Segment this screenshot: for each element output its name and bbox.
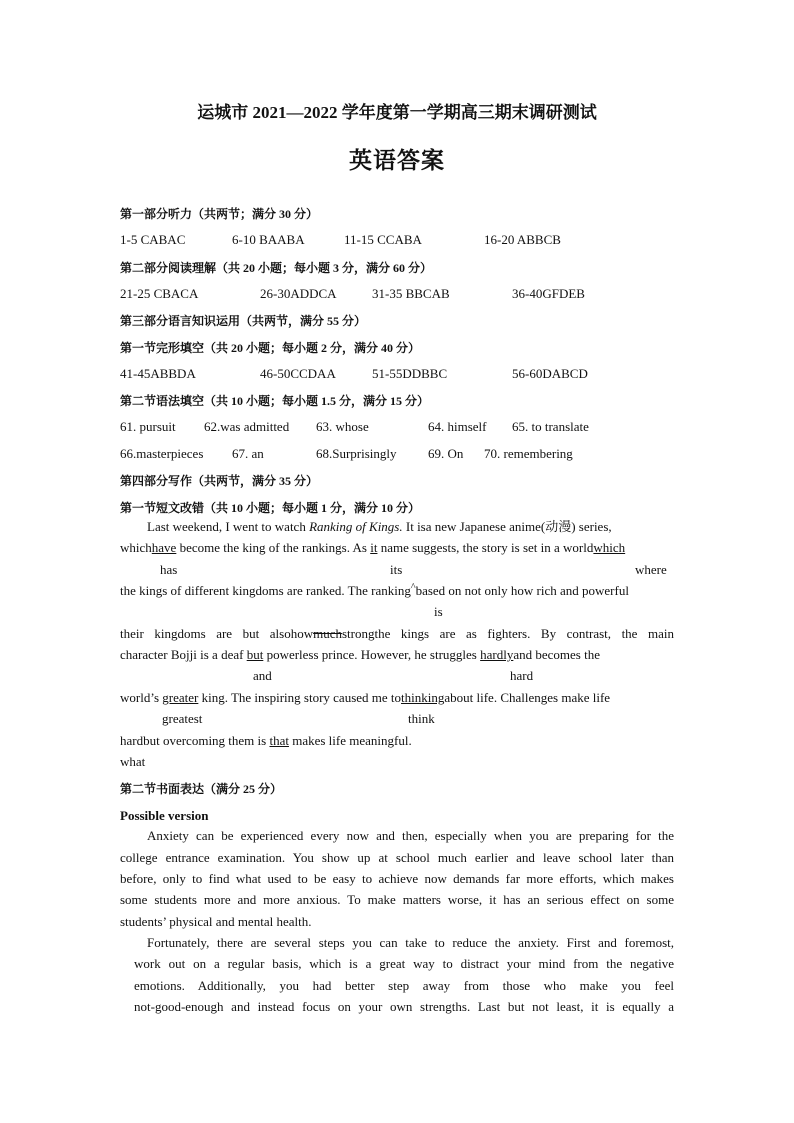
answer-64: 64. himself bbox=[428, 419, 487, 434]
error-correction-heading: 第一节短文改错（共 10 小题；每小题 1 分，满分 10 分） bbox=[120, 501, 421, 515]
ec-correction: its bbox=[390, 562, 403, 577]
ec-line-5 bbox=[120, 647, 600, 663]
cloze-heading: 第一节完形填空（共 20 小题；每小题 2 分，满分 40 分） bbox=[120, 341, 421, 355]
essay-p1-line-4: some students more and more anxious. To make matters worse, it has an serious effect on some bbox=[120, 892, 674, 907]
answer-67: 67. an bbox=[232, 446, 264, 461]
ec-correction: where bbox=[635, 562, 667, 577]
answer-62: 62.was admitted bbox=[204, 419, 290, 434]
part2-heading: 第二部分阅读理解（共 20 小题；每小题 3 分，满分 60 分） bbox=[120, 261, 433, 275]
ec-text: and becomes the bbox=[513, 647, 600, 662]
ec-text: It isa new Japanese anime(动漫) series, bbox=[402, 519, 612, 534]
essay-p1-line-3: before, only to find what used to be easy to achieve now demands far more efforts, which makes bbox=[120, 871, 674, 886]
writing-heading: 第二节书面表达（满分 25 分） bbox=[120, 782, 283, 796]
ec-line-4 bbox=[120, 626, 674, 642]
ec-error-mark: thinking bbox=[401, 690, 445, 705]
answer-51-55: 51-55DDBBC bbox=[372, 366, 448, 381]
essay-p2-line-1: Fortunately, there are several steps you can take to reduce the anxiety. First and foremost, bbox=[147, 935, 674, 950]
ec-error-mark: it bbox=[370, 540, 378, 555]
ec-line-7 bbox=[120, 733, 412, 749]
answer-63: 63. whose bbox=[316, 419, 369, 434]
ec-text: the kings of different kingdoms are ranked. The ranking bbox=[120, 583, 411, 598]
answer-69: 69. On bbox=[428, 446, 464, 461]
ec-correction: and bbox=[253, 668, 272, 683]
ec-correction: hard bbox=[510, 668, 534, 683]
ec-text: which bbox=[120, 540, 152, 555]
answer-31-35: 31-35 BBCAB bbox=[372, 286, 450, 301]
answer-36-40: 36-40GFDEB bbox=[512, 286, 585, 301]
ec-line-1 bbox=[147, 519, 612, 535]
ec-title-italic: Ranking of Kings. bbox=[309, 519, 403, 534]
answer-26-30: 26-30ADDCA bbox=[260, 286, 337, 301]
ec-text: hardbut overcoming them is bbox=[120, 733, 270, 748]
ec-line-2 bbox=[120, 540, 625, 556]
answer-21-25: 21-25 CBACA bbox=[120, 286, 199, 301]
essay-p2-line-2: work out on a regular basis, which is a great way to distract your mind from the negative bbox=[134, 956, 674, 971]
answer-66: 66.masterpieces bbox=[120, 446, 204, 461]
ec-text: character Bojji is a deaf bbox=[120, 647, 247, 662]
ec-text: king. The inspiring story caused me to bbox=[198, 690, 402, 705]
ec-text: makes life meaningful. bbox=[288, 733, 412, 748]
answer-68: 68.Surprisingly bbox=[316, 446, 397, 461]
ec-error-mark: have bbox=[151, 540, 177, 555]
ec-text: Last weekend, I went to watch bbox=[147, 519, 310, 534]
answer-46-50: 46-50CCDAA bbox=[260, 366, 336, 381]
part4-heading: 第四部分写作（共两节，满分 35 分） bbox=[120, 474, 319, 488]
answer-41-45: 41-45ABBDA bbox=[120, 366, 196, 381]
answer-1-5: 1-5 CABAC bbox=[120, 232, 186, 247]
grammar-heading: 第二节语法填空（共 10 小题；每小题 1.5 分，满分 15 分） bbox=[120, 394, 430, 408]
essay-p1-line-1: Anxiety can be experienced every now and then, especially when you are preparing for the bbox=[147, 828, 674, 843]
ec-text: name suggests, the story is set in a world bbox=[377, 540, 594, 555]
essay-p2-line-3: emotions. Additionally, you had better step away from those who make you feel bbox=[134, 978, 674, 993]
essay-p1-line-2: college entrance examination. You show up at school much earlier and leave school later than bbox=[120, 850, 674, 865]
ec-error-mark: but bbox=[246, 647, 264, 662]
essay-p2-line-4: not-good-enough and instead focus on your own strengths. Last but not least, it is equally a bbox=[134, 999, 674, 1014]
ec-error-mark: which bbox=[593, 540, 626, 555]
essay-p1-line-5: students’ physical and mental health. bbox=[120, 914, 312, 929]
ec-text: strongthe kings are as fighters. By contrast, the main bbox=[341, 626, 674, 641]
ec-line-3 bbox=[120, 583, 629, 601]
answer-6-10: 6-10 BAABA bbox=[232, 232, 305, 247]
answer-70: 70. remembering bbox=[484, 446, 573, 461]
ec-error-mark: hardly bbox=[480, 647, 514, 662]
ec-text: become the king of the rankings. As bbox=[176, 540, 371, 555]
ec-error-mark: greater bbox=[162, 690, 199, 705]
ec-text: their kingdoms are but alsohow bbox=[120, 626, 314, 641]
part3-heading: 第三部分语言知识运用（共两节，满分 55 分） bbox=[120, 314, 367, 328]
ec-correction: what bbox=[120, 754, 146, 769]
possible-version-label: Possible version bbox=[120, 808, 209, 823]
answer-61: 61. pursuit bbox=[120, 419, 176, 434]
ec-text: world’s bbox=[120, 690, 163, 705]
answer-11-15: 11-15 CCABA bbox=[344, 232, 422, 247]
ec-strike-word: much bbox=[313, 626, 342, 641]
answer-56-60: 56-60DABCD bbox=[512, 366, 588, 381]
insert-caret: ^ bbox=[410, 582, 416, 593]
ec-correction: has bbox=[160, 562, 178, 577]
ec-line-6 bbox=[120, 690, 610, 706]
answer-title: 英语答案 bbox=[349, 148, 445, 173]
ec-text: powerless prince. However, he struggles bbox=[263, 647, 481, 662]
answer-16-20: 16-20 ABBCB bbox=[484, 232, 561, 247]
ec-correction: is bbox=[434, 604, 443, 619]
ec-text: about life. Challenges make life bbox=[444, 690, 611, 705]
ec-error-mark: that bbox=[269, 733, 289, 748]
exam-title: 运城市 2021—2022 学年度第一学期高三期末调研测试 bbox=[197, 103, 597, 122]
part1-heading: 第一部分听力（共两节；满分 30 分） bbox=[120, 207, 319, 221]
ec-correction: greatest bbox=[162, 711, 203, 726]
answer-65: 65. to translate bbox=[512, 419, 589, 434]
ec-text: based on not only how rich and powerful bbox=[415, 583, 629, 598]
ec-correction: think bbox=[408, 711, 435, 726]
